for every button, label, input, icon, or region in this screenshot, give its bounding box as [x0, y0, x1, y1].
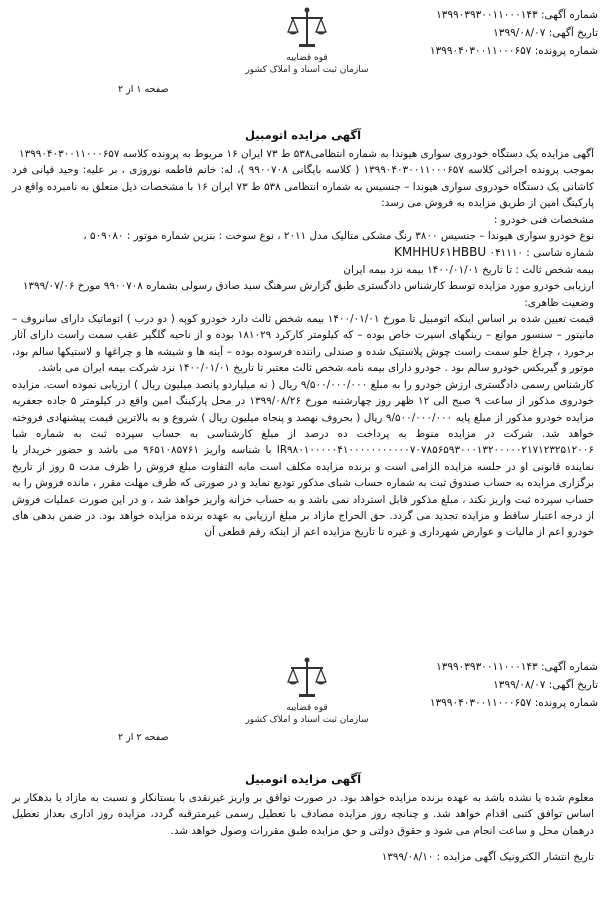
chassis-prefix: شماره شاسی : ۰۴۱۱۱۰: [489, 247, 594, 260]
condition-heading: وضعیت ظاهری:: [524, 296, 594, 309]
scales-of-justice-icon: [285, 656, 329, 702]
org-name-registry-2: سازمان ثبت اسناد و املاک کشور: [245, 715, 369, 725]
page-number-2: صفحه ۲ از ۲: [118, 732, 169, 743]
notice-title: آگهی مزایده اتومبیل: [244, 128, 362, 142]
publish-date: تاریخ انتشار الکترونیک آگهی مزایده : ۱۳۹۹/۰۸/۱۰: [381, 851, 594, 864]
ad-date-2: تاریخ آگهی: ۱۳۹۹/۰۸/۰۷: [493, 679, 598, 691]
chassis-line: [12, 244, 594, 261]
file-number: شماره پرونده: ۱۳۹۹۰۴۰۳۰۰۱۱۰۰۰۶۵۷: [429, 45, 598, 57]
insurance-line: بیمه شخص ثالث : تا تاریخ ۱۴۰۰/۰۱/۰۱ بیمه نزد بیمه ایران: [343, 263, 594, 276]
org-name-judiciary-2: قوه قضاییه: [286, 703, 328, 713]
auction-terms-paragraph: کارشناس رسمی دادگستری ارزش خودرو را به مبلغ ۹/۵۰۰/۰۰۰/۰۰۰ ریال ( نه میلیاردو پانصد میلیون ریال ) ارزیابی نموده است. مزایده خودروی مذکور از ساعت ۹ صبح الی ۱۲ ظهر روز چهارشنبه مورخ ۱۳۹۹/۰۸/۲۶ در محل پارکینگ امین واقع در کیلومتر ۵ جاده جعفریه مزایده خودرو مذکور از مبلغ پایه ۹/۵۰۰/۰۰۰/۰۰۰ ریال ( بحروف نهصد و پنجاه میلیون ریال ) شروع و به بالاترین قیمت پیشنهادی فروخته خواهد شد. شرکت در مزایده منوط به پرداخت ده درصد از مبلغ کارشناسی به حساب سپرده ثبت به شماره شبا IR۹۸۰۱۰۰۰۰۰۴۱۰۰۰۰۰۰۰۰۰۰۰۷۰۷۸۵۶۵۹۳۰۰۰۱۳۲۰۰۰۰۰۲۱۷۱۲۳۲۵۱۲۰۰۶ با شناسه واریز ۹۶۵۱۰۸۵۷۶۱ می باشد و حضور خریدار یا نماینده قانونی او در جلسه مزایده الزامی است و برنده مزایده مکلف است مابه التفاوت مبلغ فروش را ظرف مدت ۵ روز از تاریخ برگزاری مزایده به حساب صندوق ثبت به شماره حساب شبای مذکور تودیع نماید و در صورتی که ظرف مهلت مقرر ، مانده فروش را به حساب سپرده ثبت واریز نکند ، مبلغ مذکور قابل استرداد نمی باشد و به حساب خزانه واریز خواهد شد ، و در این صورت عملیات فروش از درجه اعتبار ساقط و مزایده تجدید می گردد. حق الحراج مازاد بر مبلغ ارزیابی به عهده برنده مزایده خواهد بود. در ضمن بدهی های خودرو اعم از مالیات و عوارض شهرداری و غیره تا تاریخ مزایده اعم از اینکه رقم قطعی آن: [12, 378, 595, 539]
chassis-code: KMHHU۶۱HBBU: [393, 245, 487, 260]
condition-paragraph: قیمت تعیین شده بر اساس اینکه اتومبیل تا مورخ ۱۴۰۰/۰۱/۰۱ بیمه شخص ثالث دارد خودرو کوپه ( دو درب ) اتوماتیک دارای سانروف – مانیتور – سنسور موانع – رینگهای اسپرت خاص بوده – که کیلومتر کارکرد ۱۸۱۰۲۹ بوده و از ناحیه گلگیر عقب سمت راست دارای آثار برخورد ، چراغ جلو سمت راست چوش پلاستیک شده و صندلی راننده فرسوده بوده – آینه ها و شیشه ها و چراغها و لاستیکها سالم بود، موتور و گیربکس خودرو سالم بود . خودرو دارای بیمه نامه شخص ثالث معتبر تا تاریخ ۱۴۰۰/۰۱/۰۱ نزد شرکت بیمه ایران می باشد.: [12, 313, 594, 375]
page-number: صفحه ۱ از ۲: [118, 84, 169, 95]
file-number-2: شماره پرونده: ۱۳۹۹۰۴۰۳۰۰۱۱۰۰۰۶۵۷: [429, 697, 598, 709]
vehicle-type-line: نوع خودرو سواری هیوندا – جنسیس ۳۸۰۰ رنگ مشکی متالیک مدل ۲۰۱۱ ، نوع سوخت : بنزین شماره موتور : ۵۰۹۰۸۰ ،: [83, 230, 594, 243]
notice-title-2: آگهی مزایده اتومبیل: [244, 772, 362, 786]
org-name-judiciary: قوه قضاییه: [286, 53, 328, 63]
closing-paragraph: معلوم شده یا نشده باشد به عهده برنده مزایده خواهد بود. در صورت تواقق بر واریز غیرنقدی با بستانکار و نسبت به مازاد یا بدهکار بر اساس توافق کتبی اقدام خواهد شد. و چنانچه روز مزایده مصادف با تعطیل رسمی غیرمترقبه گردد، مزایده روز اداری بعداز تعطیل درهمان محل و ساعت انجام می شود و حقوق دولتی و حق مزایده طبق مقررات وصول خواهد شد.: [12, 792, 594, 837]
appraisal-line: ارزیابی خودرو مورد مزایده توسط کارشناس دادگستری طبق گزارش سرهنگ سید صادق رسولی بشماره ۹۹۰۰۷۰۸ مورخ ۱۳۹۹/۰۷/۰۶: [22, 280, 594, 293]
notice-body-2: [12, 790, 594, 866]
notice-body: [12, 146, 594, 541]
case-paragraph: بموجب پرونده اجرائی کلاسه ۱۳۹۹۰۴۰۳۰۰۱۱۰۰۰۶۵۷ ( کلاسه بایگانی ۹۹۰۰۷۰۸ )، له: خانم فاطمه نوروزی ، بر علیه: وحید قپانی فرد کاشانی یک دستگاه خودروی سواری هیوندا – جنسیس به شماره انتظامی ۵۳۸ ط ۷۳ ایران ۱۶ با مشخصات ذیل متعلق به نامبرده واقع در پارکینگ امین از طریق مزایده به فروش می رسد:: [12, 164, 594, 210]
specs-heading: مشخصات فنی خودرو :: [493, 213, 594, 226]
notice-meta: [388, 6, 598, 60]
ad-number: شماره آگهی: ۱۳۹۹۰۳۹۳۰۰۱۱۰۰۰۱۴۳: [436, 9, 598, 21]
org-name-registry: سازمان ثبت اسناد و املاک کشور: [245, 65, 369, 75]
notice-meta-2: [388, 658, 598, 712]
ad-date: تاریخ آگهی: ۱۳۹۹/۰۸/۰۷: [493, 27, 598, 39]
judiciary-emblem-2: [232, 656, 382, 726]
scales-of-justice-icon: [285, 6, 329, 52]
ad-number-2: شماره آگهی: ۱۳۹۹۰۳۹۳۰۰۱۱۰۰۰۱۴۳: [436, 661, 598, 673]
judiciary-emblem: [232, 6, 382, 76]
notice-page-2: [0, 650, 606, 920]
intro-paragraph: آگهی مزایده یک دستگاه خودروی سواری هیوندا به شماره انتظامی۵۳۸ ط ۷۳ ایران ۱۶ مربوط به پرونده کلاسه ۱۳۹۹۰۴۰۳۰۰۱۱۰۰۰۶۵۷: [19, 148, 594, 160]
